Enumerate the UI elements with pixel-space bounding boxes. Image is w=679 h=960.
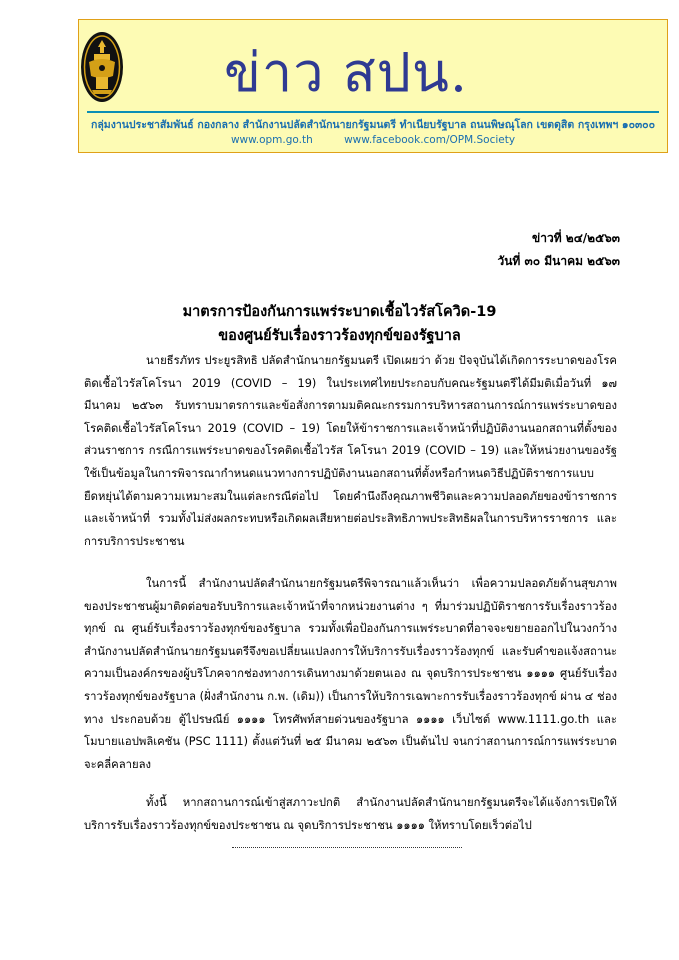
office-address: กลุ่มงานประชาสัมพันธ์ กองกลาง สำนักงานปลัดสำนักนายกรัฐมนตรี ทำเนียบรัฐบาล ถนนพิษณุโลก เขตดุสิต กรุงเทพฯ ๑๐๓๐๐ bbox=[91, 119, 655, 131]
title-line-1: มาตรการป้องกันการแพร่ระบาดเชื้อไวรัสโควิด-19 bbox=[182, 304, 497, 320]
release-date: วันที่ ๓๐ มีนาคม ๒๕๖๓ bbox=[497, 254, 620, 268]
contact-links bbox=[79, 134, 667, 146]
end-divider bbox=[232, 847, 462, 848]
body-paragraph-1: นายธีรภัทร ประยูรสิทธิ ปลัดสำนักนายกรัฐมนตรี เปิดเผยว่า ด้วย ปัจจุบันได้เกิดการระบาดของโรคติดเชื้อไวรัสโคโรนา 2019 (COVID – 19) ในประเทศไทยประกอบกับคณะรัฐมนตรีได้มีมติเมื่อวันที่ ๑๗ มีนาคม ๒๕๖๓ รับทราบมาตรการและข้อสั่งการตามมติคณะกรรมการบริหารสถานการณ์การแพร่ระบาดของโรคติดเชื้อไวรัสโคโรนา 2019 (COVID – 19) โดยให้ข้าราชการและเจ้าหน้าที่ปฏิบัติงานนอกสถานที่ตั้งของส่วนราชการ กรณีการแพร่ระบาดของโรคติดเชื้อไวรัส โคโรนา 2019 (COVID – 19) และให้หน่วยงานของรัฐใช้เป็นข้อมูลในการพิจารณากำหนดแนวทางการปฏิบัติงานนอกสถานที่ตั้งหรือกำหนดวิธีปฏิบัติราชการแบบยืดหยุ่นได้ตามความเหมาะสมในแต่ละกรณีต่อไป โดยคำนึงถึงคุณภาพชีวิตและความปลอดภัยของข้าราชการและเจ้าหน้าที่ รวมทั้งไม่ส่งผลกระทบหรือเกิดผลเสียหายต่อประสิทธิภาพประสิทธิผลในการบริหารราชการ และการบริการประชาชน bbox=[84, 354, 617, 548]
release-meta bbox=[497, 227, 620, 273]
release-title bbox=[0, 300, 679, 348]
title-line-2: ของศูนย์รับเรื่องราวร้องทุกข์ของรัฐบาล bbox=[218, 328, 461, 344]
website-link[interactable]: www.opm.go.th bbox=[230, 134, 313, 146]
garuda-seal-icon bbox=[80, 30, 124, 104]
body-paragraph-3: ทั้งนี้ หากสถานการณ์เข้าสู่สภาวะปกติ สำนักงานปลัดสำนักนายกรัฐมนตรีจะได้แจ้งการเปิดให้บริการรับเรื่องราวร้องทุกข์ของประชาชน ณ จุดบริการประชาชน ๑๑๑๑ ให้ทราบโดยเร็วต่อไป bbox=[84, 796, 617, 832]
header-banner bbox=[78, 19, 668, 153]
header-divider bbox=[87, 111, 659, 113]
news-number: ข่าวที่ ๒๔/๒๕๖๓ bbox=[532, 231, 620, 245]
facebook-link[interactable]: www.facebook.com/OPM.Society bbox=[344, 134, 516, 146]
body-paragraph-2: ในการนี้ สำนักงานปลัดสำนักนายกรัฐมนตรีพิจารณาแล้วเห็นว่า เพื่อความปลอดภัยด้านสุขภาพของประชาชนผู้มาติดต่อขอรับบริการและเจ้าหน้าที่จากหน่วยงานต่าง ๆ ที่มาร่วมปฏิบัติราชการรับเรื่องราวร้องทุกข์ ณ ศูนย์รับเรื่องราวร้องทุกข์ของรัฐบาล รวมทั้งเพื่อป้องกันการแพร่ระบาดที่อาจจะขยายออกไปในวงกว้าง สำนักงานปลัดสำนักนายกรัฐมนตรีจึงขอเปลี่ยนแปลงการให้บริการรับเรื่องราวร้องทุกข์ และรับคำขอแจ้งสถานะความเป็นองค์กรของผู้บริโภคจากช่องทางการเดินทางมาด้วยตนเอง ณ จุดบริการประชาชน ๑๑๑๑ ศูนย์รับเรื่องราวร้องทุกข์ของรัฐบาล (ฝั่งสำนักงาน ก.พ. (เดิม)) เป็นการให้บริการเฉพาะการรับเรื่องราวร้องทุกข์ ผ่าน ๔ ช่องทาง ประกอบด้วย ตู้ไปรษณีย์ ๑๑๑๑ โทรศัพท์สายด่วนของรัฐบาล ๑๑๑๑ เว็บไซต์ www.1111.go.th และโมบายแอปพลิเคชัน (PSC 1111) ตั้งแต่วันที่ ๒๕ มีนาคม ๒๕๖๓ เป็นต้นไป จนกว่าสถานการณ์การแพร่ระบาดจะคลี่คลายลง bbox=[84, 577, 617, 771]
masthead-title: ข่าว สปน. bbox=[224, 41, 469, 104]
